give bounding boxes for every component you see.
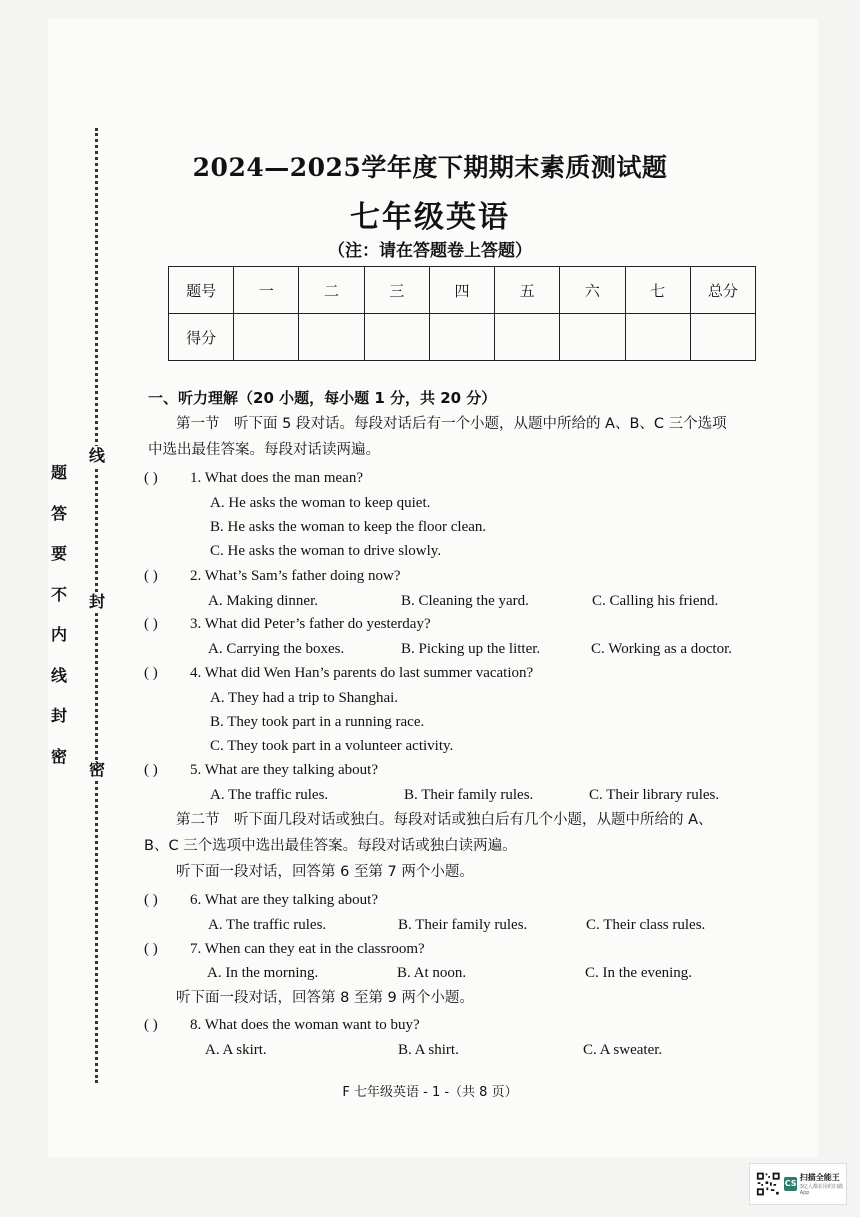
score-blank	[690, 314, 755, 361]
option-c: C. Working as a doctor.	[591, 641, 732, 657]
exam-note: （注：请在答题卷上答题）	[328, 241, 532, 261]
option-c: C. Calling his friend.	[592, 593, 719, 609]
option-a: A. Making dinner.	[208, 593, 318, 609]
answer-bracket: ( )	[144, 762, 158, 778]
answer-bracket: ( )	[144, 892, 158, 908]
binding-notice	[48, 462, 70, 786]
section2-instruction-cont: B、C 三个选项中选出最佳答案。每段对话或独白读两遍。	[144, 838, 517, 854]
score-blank	[364, 314, 429, 361]
option-b: B. Their family rules.	[404, 787, 534, 803]
score-blank	[429, 314, 494, 361]
part1-heading: 一、听力理解（20 小题，每小题 1 分，共 20 分）	[148, 389, 497, 407]
answer-bracket: ( )	[144, 470, 158, 486]
score-cell: 总分	[690, 267, 755, 314]
score-table-score-row	[169, 314, 756, 361]
question-stem: 1. What does the man mean?	[190, 470, 363, 486]
score-cell: 得分	[169, 314, 234, 361]
question-stem: 7. When can they eat in the classroom?	[190, 941, 425, 957]
option-b: B. Cleaning the yard.	[401, 593, 529, 609]
answer-bracket: ( )	[144, 941, 158, 957]
score-cell: 一	[234, 267, 299, 314]
camscanner-logo-icon: CS	[784, 1177, 796, 1191]
option-b: B. Their family rules.	[398, 917, 528, 933]
score-cell: 六	[560, 267, 625, 314]
score-cell: 二	[299, 267, 364, 314]
option-a: A. He asks the woman to keep quiet.	[210, 495, 431, 511]
option-c: C. Their class rules.	[586, 917, 706, 933]
score-blank	[299, 314, 364, 361]
score-table	[168, 266, 756, 361]
answer-bracket: ( )	[144, 616, 158, 632]
score-blank	[495, 314, 560, 361]
notice-char: 不	[50, 584, 67, 604]
option-a: A. Carrying the boxes.	[208, 641, 345, 657]
page-footer: F 七年级英语 - 1 -（共 8 页）	[342, 1085, 518, 1100]
exam-subtitle: 七年级英语	[350, 200, 510, 235]
notice-char: 封	[50, 706, 67, 725]
option-b: B. A shirt.	[398, 1042, 459, 1058]
binding-word-mi: 密	[88, 760, 105, 779]
score-blank	[625, 314, 690, 361]
option-a: A. The traffic rules.	[210, 787, 329, 803]
notice-char: 要	[50, 544, 67, 563]
section1-instruction: 第一节 听下面 5 段对话。每段对话后有一个小题，从题中所给的 A、B、C 三个选项	[176, 416, 727, 432]
option-b: B. Picking up the litter.	[401, 641, 541, 657]
score-cell: 四	[429, 267, 494, 314]
exam-title: 2024—2025学年度下期期末素质测试题	[192, 153, 668, 182]
scanner-badge-text	[800, 1172, 846, 1196]
qr-code-icon	[756, 1170, 780, 1198]
score-cell: 五	[495, 267, 560, 314]
scanner-app-tagline: 3亿人都在用的扫描App	[799, 1184, 843, 1196]
option-c: C. A sweater.	[583, 1042, 663, 1058]
question-stem: 5. What are they talking about?	[190, 762, 378, 778]
answer-bracket: ( )	[144, 665, 158, 681]
score-table-header-row	[169, 267, 756, 314]
notice-char: 内	[50, 625, 67, 644]
option-a: A. The traffic rules.	[208, 917, 327, 933]
score-cell: 三	[364, 267, 429, 314]
score-cell: 七	[625, 267, 690, 314]
scanner-badge	[749, 1163, 847, 1205]
question-stem: 6. What are they talking about?	[190, 892, 378, 908]
answer-bracket: ( )	[144, 1017, 158, 1033]
notice-char: 题	[50, 463, 67, 482]
scanner-app-name: 扫描全能王	[799, 1173, 840, 1182]
option-c: C. They took part in a volunteer activity.	[210, 738, 454, 754]
option-c: C. He asks the woman to drive slowly.	[210, 543, 442, 559]
binding-word-feng: 封	[88, 592, 105, 611]
option-b: B. He asks the woman to keep the floor clean.	[210, 519, 487, 535]
option-a: A. A skirt.	[205, 1042, 267, 1058]
notice-char: 答	[50, 503, 67, 523]
exam-page	[48, 18, 818, 1158]
notice-char: 线	[50, 665, 67, 685]
answer-bracket: ( )	[144, 568, 158, 584]
score-blank	[234, 314, 299, 361]
option-c: C. In the evening.	[585, 965, 693, 981]
option-a: A. In the morning.	[207, 965, 319, 981]
option-b: B. At noon.	[397, 965, 467, 981]
binding-word-xian: 线	[88, 446, 105, 465]
option-c: C. Their library rules.	[589, 787, 720, 803]
notice-char: 密	[50, 746, 67, 766]
score-blank	[560, 314, 625, 361]
question-stem: 3. What did Peter’s father do yesterday?	[190, 616, 431, 632]
option-b: B. They took part in a running race.	[210, 714, 425, 730]
option-a: A. They had a trip to Shanghai.	[210, 690, 399, 706]
question-stem: 2. What’s Sam’s father doing now?	[190, 568, 401, 584]
score-cell: 题号	[169, 267, 234, 314]
instruction-q6-q7: 听下面一段对话，回答第 6 至第 7 两个小题。	[176, 864, 474, 880]
instruction-q8-q9: 听下面一段对话，回答第 8 至第 9 两个小题。	[176, 990, 474, 1006]
section2-instruction: 第二节 听下面几段对话或独白。每段对话或独白后有几个小题，从题中所给的 A、	[176, 812, 713, 828]
question-stem: 4. What did Wen Han’s parents do last summer vacation?	[190, 665, 534, 681]
section1-instruction-cont: 中选出最佳答案。每段对话读两遍。	[148, 442, 380, 458]
question-stem: 8. What does the woman want to buy?	[190, 1017, 420, 1033]
